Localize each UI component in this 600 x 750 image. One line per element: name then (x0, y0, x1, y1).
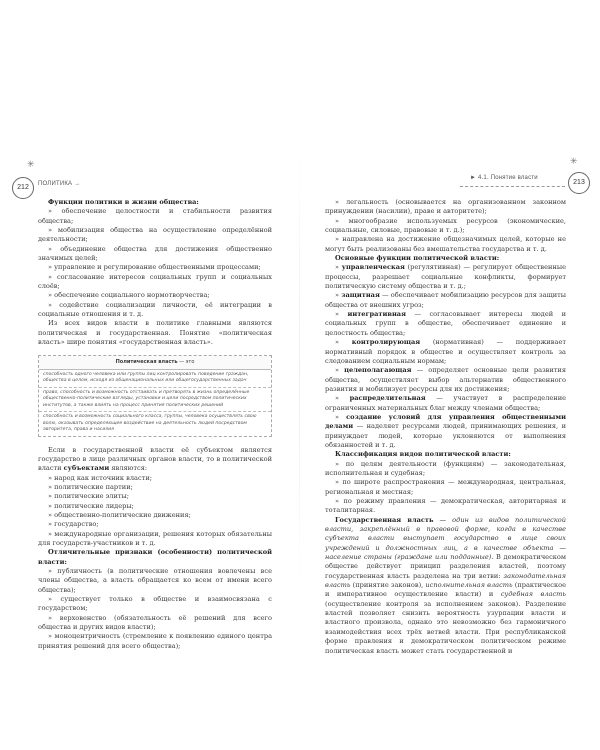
bold-term: создание условий для управления общественными делами (325, 412, 566, 431)
definition-row: способность и возможность социального класса, группы, человека осуществлять свою волю, оказывать определяющее воздействие на деятельность людей посредством авторитета, права и насилия (43, 414, 257, 432)
bold-term: распределительная (349, 394, 426, 403)
list-item: » моноцентричность (стремление к появлению единого центра принятия решений для всего общества); (38, 632, 272, 651)
bold-term: Государственная власть (335, 515, 434, 524)
paragraph (38, 446, 272, 474)
list-item: » по целям деятельности (функциям) — законодательная, исполнительная и судебная; (325, 460, 566, 479)
list-item: » политические лидеры; (38, 502, 272, 511)
text: (регулятивная) — регулирует общественные процессы, разрешает социальные конфликты, формирует политическую систему общества и т. д.; (325, 263, 566, 291)
text: (осуществление контроля за исполнением законов). Разделение властей позволяет снизить вероятность узурпации власти и властного произвола, однако это невозможно без гармоничного взаимодействия всех трёх ветвей власти. При республиканской форме правления и демократическом политическом режиме политическая власть может стать государственной и (325, 599, 566, 655)
arrow-icon: → (74, 181, 81, 187)
page-number: 212 (12, 177, 34, 199)
section-heading: Основные функции политической власти: (335, 254, 500, 263)
list-item: » существует только в обществе и взаимосвязана с государством; (38, 595, 272, 614)
definition-header (39, 356, 271, 370)
bold-term: интегративная (347, 310, 406, 319)
text: Если в государственной власти её субъектом является государство в лице различных органов власти, то в политической власти (38, 445, 272, 473)
list-item: » общественно-политические движения; (38, 511, 272, 520)
definition-row: право, способность и возможность отстаивать и претворять в жизнь определённые общественно-политические взгляды, установки и цели посредством политических институтов, а также влиять на процесс принятия политических решений (39, 388, 271, 413)
bold-term: контролирующая (351, 338, 421, 347)
bold-term: управленческая (341, 263, 405, 272)
running-head-title: ПОЛИТИКА (38, 181, 73, 187)
list-item (325, 263, 566, 291)
list-item: » публичность (в политические отношения вовлечены все члены общества, а власть обращается ко всем от имени всего общества); (38, 567, 272, 595)
list-item: » согласование интересов социальных групп и социальных слоёв; (38, 273, 272, 292)
section-heading: Функции политики в жизни общества: (48, 198, 199, 206)
left-text (38, 198, 272, 651)
paragraph (325, 516, 566, 656)
section-heading: Отличительные признаки (особенности) политической власти: (38, 548, 272, 566)
text: являются: (109, 464, 148, 473)
text: — обеспечивает мобилизацию ресурсов для защиты общества от внешних угроз; (325, 291, 567, 309)
list-item: » обеспечение социального нормотворчества; (38, 291, 272, 300)
list-item: » международные организации, решения которых обязательны для государств-участников и т. д. (38, 530, 272, 549)
italic-term: законодательная власть (325, 571, 566, 590)
right-text (325, 198, 566, 656)
right-page (300, 0, 600, 750)
header-divider (460, 186, 565, 187)
page-number: 213 (568, 172, 590, 194)
arrow-icon: ► (470, 175, 477, 181)
running-head (470, 175, 538, 181)
running-head-title: 4.1. Понятие власти (478, 175, 538, 181)
list-item (325, 394, 566, 413)
definition-box (38, 355, 272, 437)
list-item: » мобилизация общества на осуществление определённой деятельности; (38, 226, 272, 245)
text: (принятие законов), (350, 581, 426, 590)
list-item: » по широте распространения — международная, центральная, региональная и местная; (325, 478, 566, 497)
text: — участвует в распределение ограниченных материальных благ между членами общества; (325, 394, 566, 412)
text: (нормативная) — поддерживает нормативный порядок в обществе и осуществляет контроль за следованием социальным нормам; (325, 338, 566, 365)
bold-term: целеполагающая (344, 366, 412, 375)
list-item: » народ как источник власти; (38, 474, 272, 483)
list-item: » политические элиты; (38, 492, 272, 501)
list-item (325, 310, 566, 338)
list-item: » легальность (основывается на организованном законном принуждении (насилии), праве и авторитете); (325, 198, 566, 217)
section-heading: Классификация видов политической власти: (335, 450, 511, 459)
list-item (325, 413, 566, 450)
list-item: » управление и регулирование общественными процессами; (38, 263, 272, 272)
compass-ornament-icon: ✳ (27, 160, 35, 170)
definition-suffix: — это (177, 358, 195, 365)
bold-term: защитная (341, 291, 380, 300)
italic-term: исполнительная власть (425, 581, 513, 590)
list-item: » объединение общества для достижения общественно значимых целей; (38, 245, 272, 264)
paragraph: Из всех видов власти в политике главными являются политическая и государственная. Понятие «политическая власть» шире понятия «государственная власть». (38, 319, 272, 347)
list-item: » направлена на достижение общезначимых целей, которые не могут быть реализованы без вмешательства государства и т. д. (325, 235, 566, 254)
italic-term: судебная власть (500, 590, 566, 599)
running-head (38, 181, 80, 187)
list-item: » содействие социализации личности, её интеграции в социальные отношения и т. д. (38, 301, 272, 320)
list-item: » политические партии; (38, 483, 272, 492)
list-item: » обеспечение целостности и стабильности развития общества; (38, 207, 272, 226)
list-item: » государство; (38, 520, 272, 529)
list-item (325, 366, 566, 394)
compass-ornament-icon: ✳ (570, 157, 578, 167)
definition-text: — один из видов политической власти, закреплённый в правовой форме, когда в качестве субъекта власти выступает государство в лице своих учреждений и должностных лиц, а в качестве объекта — население страны (граждане или подданные). (325, 515, 566, 562)
list-item: » многообразие используемых ресурсов (экономические, социальные, силовые, правовые и т. д.); (325, 217, 566, 236)
list-item (325, 291, 566, 310)
text: (практическое и императивное осуществление власти) и (325, 581, 566, 599)
text: — согласовывает интересы людей и социальных групп в обществе, обеспечивает единение и целостность общества; (325, 310, 566, 337)
text: — наделяет ресурсами людей, принимающих решения, и принуждает людей, которые уклоняются от выполнения обязанностей и т. д. (325, 422, 566, 449)
list-item: » верховенство (обязательность её решений для всего общества и других видов власти); (38, 614, 272, 633)
text: — определяет основные цели развития общества, осуществляет выбор альтернатив общественного развития и мобилизует ресурсы для их достижения; (325, 366, 566, 393)
list-item (325, 338, 566, 366)
definition-term: Политическая власть (115, 358, 178, 365)
definition-row: способность одного человека или группы лиц контролировать поведение граждан, общества в целом, исходя из общенациональных или общегосударственных задач (39, 370, 271, 388)
list-item: » по режиму правления — демократическая, авторитарная и тоталитарная. (325, 497, 566, 516)
bold-term: субъектами (63, 464, 110, 473)
text: В демократическом обществе действует принцип разделения властей, поэтому государственная власть разделена на три ветви: (325, 553, 566, 580)
